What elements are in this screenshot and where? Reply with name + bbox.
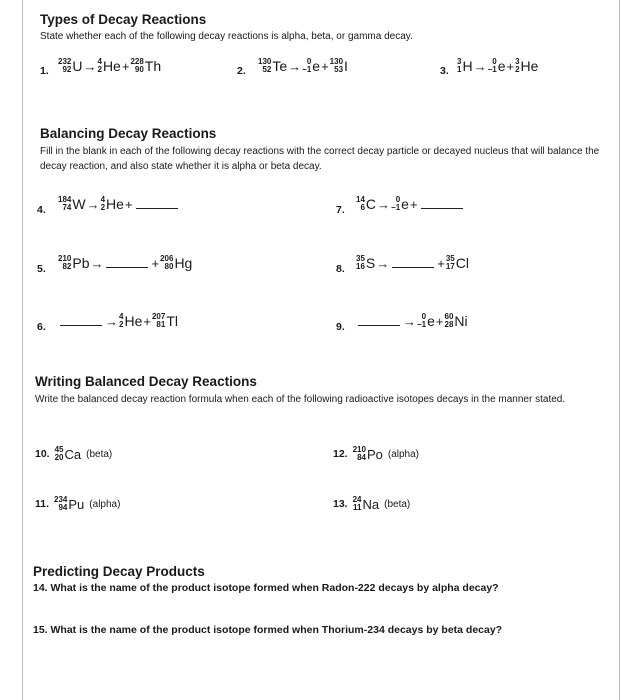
question-number: 12.	[333, 448, 348, 460]
nuclide-numbers	[160, 255, 173, 271]
element-symbol: U	[72, 58, 83, 74]
nuclide-numbers	[445, 313, 454, 329]
decay-mode: (alpha)	[387, 448, 420, 460]
mass-number: 4	[119, 312, 124, 321]
element-symbol: He	[520, 58, 539, 74]
atomic-number: 1	[457, 65, 462, 74]
nuclide-numbers	[258, 58, 271, 74]
mass-number: 232	[58, 57, 72, 66]
atomic-number: 2	[119, 320, 124, 329]
nuclide	[302, 58, 320, 74]
nuclide	[457, 58, 473, 74]
nuclide-numbers	[515, 58, 519, 74]
nuclide-numbers	[488, 58, 497, 74]
question-number: 10.	[35, 448, 50, 460]
arrow-sign: →	[288, 58, 302, 74]
mass-number: 0	[306, 57, 312, 66]
nuclide	[356, 255, 375, 271]
element-symbol: Hg	[174, 255, 193, 271]
answer-blank	[358, 325, 400, 326]
atomic-number: −1	[417, 320, 427, 329]
mass-number: 3	[515, 57, 520, 66]
element-symbol: W	[72, 196, 86, 212]
nuclide-numbers	[54, 496, 67, 512]
equation-6	[58, 313, 178, 329]
decay-mode: (beta)	[86, 448, 113, 460]
question-number-8: 8.	[336, 263, 345, 275]
element-symbol: e	[497, 58, 506, 74]
atomic-number: 84	[357, 453, 366, 462]
nuclide	[97, 58, 120, 74]
atomic-number: 11	[353, 503, 362, 512]
element-symbol: He	[106, 196, 124, 212]
mass-number: 206	[160, 254, 174, 263]
atomic-number: −1	[391, 203, 401, 212]
equation-7	[356, 196, 465, 212]
equation-8	[356, 255, 469, 271]
nuclide	[445, 313, 468, 329]
atomic-number: 16	[356, 262, 365, 271]
nuclide	[258, 58, 287, 74]
mass-number: 130	[258, 57, 272, 66]
element-symbol: He	[102, 58, 121, 74]
section-title-writing: Writing Balanced Decay Reactions	[35, 374, 257, 389]
question-number-5: 5.	[37, 263, 46, 275]
nuclide	[58, 255, 89, 271]
nuclide-numbers	[119, 313, 123, 329]
nuclide-numbers	[356, 196, 365, 212]
atomic-number: 52	[262, 65, 272, 74]
element-symbol: He	[124, 313, 143, 329]
nuclide-numbers	[58, 196, 71, 212]
atomic-number: 81	[156, 320, 166, 329]
mass-number: 210	[58, 254, 72, 263]
question-number-6: 6.	[37, 321, 46, 333]
plus-sign: +	[409, 196, 418, 212]
answer-blank	[421, 208, 463, 209]
mass-number: 4	[97, 57, 102, 66]
atomic-number: −1	[302, 65, 312, 74]
nuclide-numbers	[457, 58, 461, 74]
answer-blank	[136, 208, 178, 209]
atomic-number: 90	[134, 65, 144, 74]
question-number-7: 7.	[336, 204, 345, 216]
isotope-item-11	[35, 496, 120, 512]
nuclide	[353, 446, 383, 462]
mass-number: 130	[329, 57, 344, 66]
nuclide-numbers	[330, 58, 343, 74]
plus-sign: +	[151, 255, 160, 271]
nuclide	[152, 313, 178, 329]
mass-number: 210	[352, 445, 366, 454]
question-number-1: 1.	[40, 65, 49, 77]
arrow-sign: →	[473, 58, 487, 74]
arrow-sign: →	[376, 255, 390, 271]
arrow-sign: →	[105, 313, 118, 329]
arrow-sign: →	[83, 58, 97, 74]
nuclide	[119, 313, 142, 329]
nuclide	[515, 58, 538, 74]
arrow-sign: →	[86, 196, 100, 212]
nuclide-numbers	[97, 58, 101, 74]
equation-3	[457, 58, 538, 74]
element-symbol: e	[312, 58, 321, 74]
atomic-number: 53	[334, 65, 344, 74]
atomic-number: 2	[97, 65, 102, 74]
answer-blank	[60, 325, 102, 326]
nuclide	[488, 58, 506, 74]
atomic-number: 28	[444, 320, 454, 329]
section-title-balancing: Balancing Decay Reactions	[40, 126, 217, 141]
element-symbol: Po	[366, 446, 383, 462]
nuclide	[356, 196, 376, 212]
element-symbol: e	[427, 313, 435, 329]
mass-number: 207	[151, 312, 166, 321]
nuclide-numbers	[446, 255, 455, 271]
section-title-types: Types of Decay Reactions	[40, 12, 207, 27]
mass-number: 184	[58, 195, 72, 204]
isotope-item-12	[333, 446, 419, 462]
mass-number: 0	[492, 57, 497, 66]
element-symbol: e	[401, 196, 409, 212]
plus-sign: +	[506, 58, 515, 74]
question-number-3: 3.	[440, 65, 449, 77]
element-symbol: Th	[144, 58, 162, 74]
mass-number: 0	[421, 312, 427, 321]
nuclide	[353, 496, 380, 512]
isotope-item-13	[333, 496, 410, 512]
mass-number: 35	[445, 254, 455, 263]
plus-sign: +	[143, 313, 151, 329]
nuclide-numbers	[58, 58, 71, 74]
nuclide-numbers	[302, 58, 311, 74]
nuclide-numbers	[55, 446, 64, 462]
nuclide-numbers	[101, 196, 105, 212]
atomic-number: 17	[445, 262, 455, 271]
nuclide	[417, 313, 435, 329]
element-symbol: Ca	[64, 446, 82, 462]
nuclide-numbers	[353, 446, 366, 462]
plus-sign: +	[435, 313, 444, 329]
equation-2	[258, 58, 348, 74]
question-15: 15. What is the name of the product isotope formed when Thorium-234 decays by beta decay?	[33, 624, 503, 636]
nuclide	[55, 446, 82, 462]
element-symbol: Na	[362, 496, 380, 512]
element-symbol: H	[462, 58, 473, 74]
atomic-number: 80	[164, 262, 174, 271]
atomic-number: 82	[62, 262, 72, 271]
element-symbol: S	[365, 255, 376, 271]
arrow-sign: →	[403, 313, 416, 329]
plus-sign: +	[121, 58, 130, 74]
decay-mode: (alpha)	[89, 498, 121, 510]
nuclide	[130, 58, 161, 74]
equation-4	[58, 196, 180, 212]
element-symbol: Te	[272, 58, 288, 74]
plus-sign: +	[437, 255, 445, 271]
mass-number: 228	[130, 57, 144, 66]
equation-9	[356, 313, 468, 329]
plus-sign: +	[321, 58, 329, 74]
mass-number: 24	[352, 495, 362, 504]
answer-blank	[106, 267, 148, 268]
atomic-number: 94	[58, 503, 68, 512]
nuclide	[330, 58, 348, 74]
element-symbol: Tl	[166, 313, 178, 329]
equation-1	[58, 58, 161, 74]
nuclide	[58, 58, 82, 74]
nuclide-numbers	[417, 313, 426, 329]
arrow-sign: →	[90, 255, 104, 271]
nuclide-numbers	[356, 255, 365, 271]
mass-number: 234	[54, 495, 68, 504]
mass-number: 3	[457, 57, 462, 66]
section-instruction-writing: Write the balanced decay reaction formula when each of the following radioactive isotopes decays in the manner stated.	[35, 394, 566, 405]
element-symbol: Pu	[68, 496, 85, 512]
plus-sign: +	[124, 196, 133, 212]
question-number: 13.	[333, 498, 348, 510]
nuclide	[391, 196, 409, 212]
atomic-number: 2	[100, 203, 106, 212]
nuclide	[446, 255, 469, 271]
isotope-item-10	[35, 446, 112, 462]
nuclide-numbers	[353, 496, 362, 512]
question-number-4: 4.	[37, 204, 46, 216]
decay-mode: (beta)	[384, 498, 411, 510]
atomic-number: 20	[54, 453, 64, 462]
nuclide	[101, 196, 124, 212]
atomic-number: 92	[62, 65, 72, 74]
answer-blank	[392, 267, 434, 268]
mass-number: 14	[356, 195, 365, 204]
mass-number: 35	[356, 254, 365, 263]
nuclide	[58, 196, 86, 212]
element-symbol: C	[365, 196, 377, 212]
nuclide	[160, 255, 192, 271]
section-instruction-types: State whether each of the following decay reactions is alpha, beta, or gamma decay.	[40, 31, 413, 42]
element-symbol: I	[344, 58, 348, 74]
nuclide	[54, 496, 84, 512]
nuclide-numbers	[58, 255, 71, 271]
element-symbol: Ni	[454, 313, 468, 329]
atomic-number: 6	[360, 203, 365, 212]
section-instruction-balancing: Fill in the blank in each of the following decay reactions with the correct decay particle or decayed nucleus that will balance the decay reaction, and also state whether it is alpha or beta decay.	[40, 146, 600, 172]
nuclide-numbers	[130, 58, 143, 74]
equation-5	[58, 255, 192, 271]
question-number: 11.	[35, 498, 50, 510]
section-title-predicting: Predicting Decay Products	[33, 564, 205, 579]
atomic-number: 2	[515, 65, 520, 74]
question-number-2: 2.	[237, 65, 246, 77]
nuclide-numbers	[391, 196, 400, 212]
question-number-9: 9.	[336, 321, 345, 333]
question-14: 14. What is the name of the product isotope formed when Radon-222 decays by alpha decay?	[33, 582, 499, 594]
atomic-number: −1	[487, 65, 497, 74]
element-symbol: Cl	[455, 255, 469, 271]
mass-number: 0	[395, 195, 401, 204]
mass-number: 4	[100, 195, 106, 204]
mass-number: 45	[54, 445, 64, 454]
worksheet-page	[22, 0, 620, 700]
nuclide-numbers	[152, 313, 165, 329]
arrow-sign: →	[377, 196, 391, 212]
atomic-number: 74	[62, 203, 72, 212]
mass-number: 60	[444, 312, 454, 321]
element-symbol: Pb	[72, 255, 90, 271]
